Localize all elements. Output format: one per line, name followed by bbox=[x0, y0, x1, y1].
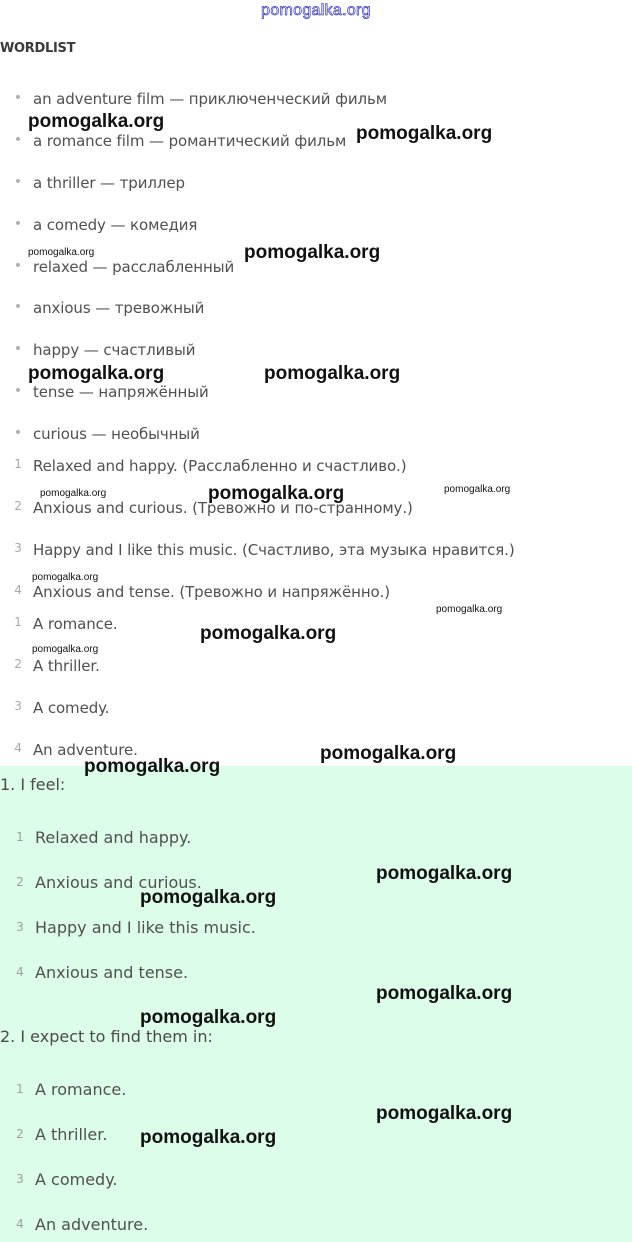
list-number: 2 bbox=[14, 657, 22, 671]
bullet-icon: • bbox=[13, 216, 23, 232]
bullet-icon: • bbox=[13, 341, 23, 357]
bullet-icon: • bbox=[13, 90, 23, 106]
answer-item bbox=[0, 1125, 632, 1149]
watermark: pomogalka.org bbox=[28, 247, 95, 258]
wordlist-item bbox=[0, 216, 632, 240]
list-number: 4 bbox=[14, 583, 22, 597]
watermark: pomogalka.org bbox=[28, 111, 165, 132]
answer-item-text: Anxious and curious. bbox=[35, 873, 202, 892]
bullet-icon: • bbox=[13, 258, 23, 274]
wordlist-item-text: a romance film — романтический фильм bbox=[33, 132, 347, 150]
bullet-icon: • bbox=[13, 383, 23, 399]
list-item bbox=[0, 541, 632, 565]
list-item bbox=[0, 699, 632, 723]
question-heading: 2. I expect to find them in: bbox=[0, 1027, 213, 1046]
wordlist-title: WORDLIST bbox=[0, 41, 76, 56]
answer-item bbox=[0, 828, 632, 852]
list-number: 1 bbox=[16, 830, 24, 844]
list-number: 4 bbox=[16, 965, 24, 979]
answer-item-text: Relaxed and happy. bbox=[35, 828, 192, 847]
wordlist-item-text: an adventure film — приключенческий фильм bbox=[33, 90, 387, 108]
list-number: 1 bbox=[14, 615, 22, 629]
watermark: pomogalka.org bbox=[32, 644, 99, 655]
answer-item-text: A thriller. bbox=[35, 1125, 108, 1144]
watermark: pomogalka.org bbox=[356, 123, 493, 144]
list-number: 3 bbox=[14, 699, 22, 713]
wordlist-item-text: a comedy — комедия bbox=[33, 216, 198, 234]
answer-item bbox=[0, 1170, 632, 1194]
list-number: 4 bbox=[14, 741, 22, 755]
watermark: pomogalka.org bbox=[436, 604, 503, 615]
watermark: pomogalka.org bbox=[376, 983, 513, 1004]
list-item bbox=[0, 583, 632, 607]
wordlist-item bbox=[0, 425, 632, 449]
answer-item bbox=[0, 963, 632, 987]
bullet-icon: • bbox=[13, 174, 23, 190]
wordlist-item bbox=[0, 299, 632, 323]
watermark: pomogalka.org bbox=[200, 623, 337, 644]
watermark: pomogalka.org bbox=[140, 1007, 277, 1028]
list-number: 2 bbox=[16, 875, 24, 889]
wordlist-item bbox=[0, 174, 632, 198]
list-item-text: A comedy. bbox=[33, 699, 110, 717]
wordlist-item-text: relaxed — расслабленный bbox=[33, 258, 235, 276]
list-number: 3 bbox=[16, 1172, 24, 1186]
list-item-text: A thriller. bbox=[33, 657, 100, 675]
list-item-text: Anxious and curious. (Тревожно и по-странному.) bbox=[33, 499, 413, 517]
watermark: pomogalka.org bbox=[444, 484, 511, 495]
watermark: pomogalka.org bbox=[28, 363, 165, 384]
wordlist-item-text: curious — необычный bbox=[33, 425, 200, 443]
answer-item-text: A romance. bbox=[35, 1080, 127, 1099]
watermark: pomogalka.org bbox=[320, 743, 457, 764]
list-item-text: Happy and I like this music. (Счастливо, эта музыка нравится.) bbox=[33, 541, 515, 559]
answer-item-text: Happy and I like this music. bbox=[35, 918, 256, 937]
list-number: 2 bbox=[14, 499, 22, 513]
list-number: 3 bbox=[16, 920, 24, 934]
answer-item-text: An adventure. bbox=[35, 1215, 149, 1234]
list-item bbox=[0, 657, 632, 681]
answer-item bbox=[0, 1080, 632, 1104]
watermark: pomogalka.org bbox=[264, 363, 401, 384]
answer-item bbox=[0, 873, 632, 897]
list-item-text: An adventure. bbox=[33, 741, 138, 759]
list-number: 2 bbox=[16, 1127, 24, 1141]
answer-item bbox=[0, 918, 632, 942]
watermark: pomogalka.org bbox=[208, 483, 345, 504]
answer-item bbox=[0, 1215, 632, 1239]
answer-item-text: Anxious and tense. bbox=[35, 963, 189, 982]
list-number: 3 bbox=[14, 541, 22, 555]
list-item-text: Anxious and tense. (Тревожно и напряжённо.) bbox=[33, 583, 391, 601]
wordlist-item bbox=[0, 383, 632, 407]
watermark: pomogalka.org bbox=[84, 756, 221, 777]
bullet-icon: • bbox=[13, 132, 23, 148]
list-number: 4 bbox=[16, 1217, 24, 1231]
question-heading: 1. I feel: bbox=[0, 775, 66, 794]
list-number: 1 bbox=[16, 1082, 24, 1096]
list-item-text: A romance. bbox=[33, 615, 118, 633]
watermark: pomogalka.org bbox=[376, 1103, 513, 1124]
wordlist-item bbox=[0, 132, 632, 156]
watermark: pomogalka.org bbox=[140, 887, 277, 908]
site-header-link[interactable]: pomogalka.org bbox=[261, 2, 371, 19]
list-item bbox=[0, 457, 632, 481]
watermark: pomogalka.org bbox=[376, 863, 513, 884]
bullet-icon: • bbox=[13, 299, 23, 315]
bullet-icon: • bbox=[13, 425, 23, 441]
wordlist-item bbox=[0, 341, 632, 365]
watermark: pomogalka.org bbox=[40, 488, 107, 499]
answer-item-text: A comedy. bbox=[35, 1170, 118, 1189]
wordlist-item-text: anxious — тревожный bbox=[33, 299, 205, 317]
watermark: pomogalka.org bbox=[244, 242, 381, 263]
wordlist-item-text: tense — напряжённый bbox=[33, 383, 209, 401]
wordlist-item-text: happy — счастливый bbox=[33, 341, 196, 359]
list-number: 1 bbox=[14, 457, 22, 471]
wordlist-item-text: a thriller — триллер bbox=[33, 174, 185, 192]
list-item-text: Relaxed and happy. (Расслабленно и счастливо.) bbox=[33, 457, 407, 475]
watermark: pomogalka.org bbox=[140, 1127, 277, 1148]
watermark: pomogalka.org bbox=[32, 572, 99, 583]
